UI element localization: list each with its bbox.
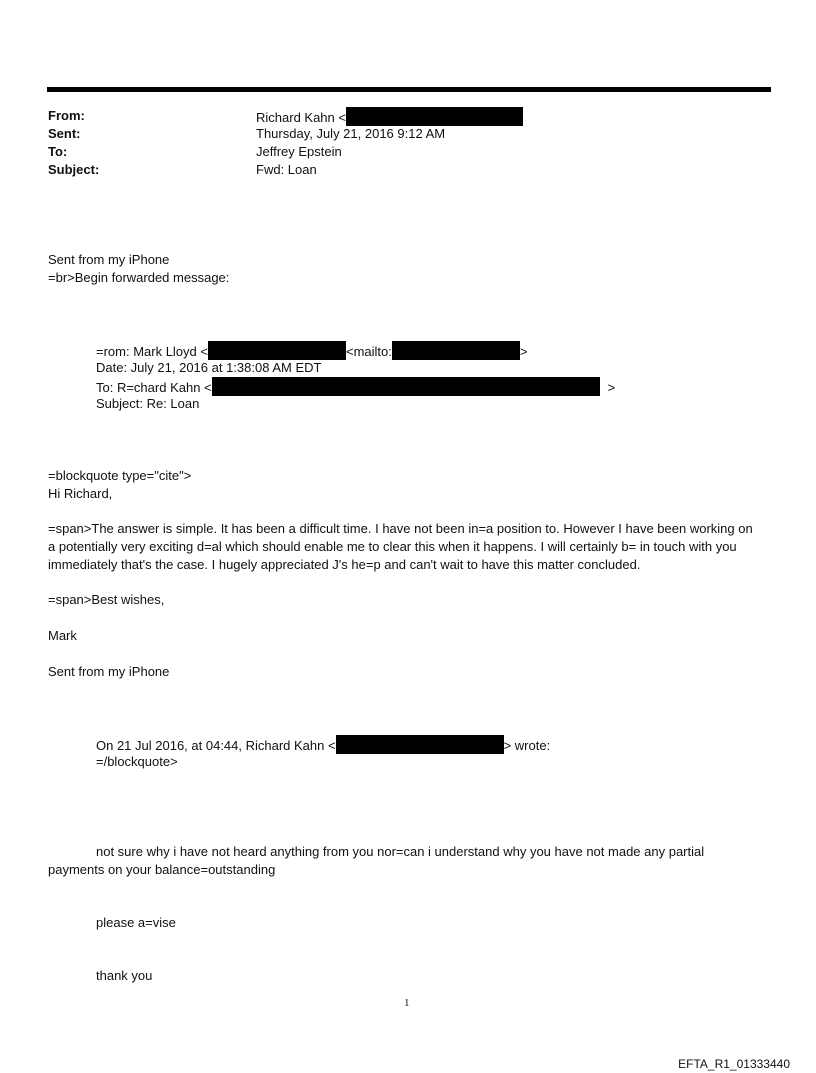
redaction-box bbox=[212, 377, 600, 396]
quoted-on-suffix: > wrote: bbox=[503, 738, 551, 753]
forwarded-from bbox=[96, 341, 527, 361]
forwarded-to-close: > bbox=[607, 380, 616, 395]
to-label: To: bbox=[48, 144, 68, 159]
forwarded-to bbox=[96, 377, 615, 397]
forwarded-from-prefix: =rom: Mark Lloyd < bbox=[96, 344, 208, 359]
from-name: Richard Kahn < bbox=[256, 110, 346, 125]
intro-sent-from: Sent from my iPhone bbox=[48, 252, 170, 267]
quoted-advise: please a=vise bbox=[96, 915, 176, 930]
quoted-body: not sure why i have not heard anything from you nor=can i understand why you have not made any partial payments on your balance=outstanding bbox=[48, 844, 705, 877]
to-value: Jeffrey Epstein bbox=[256, 144, 342, 159]
forwarded-to-prefix: To: R=chard Kahn < bbox=[96, 380, 212, 395]
quoted-on-line bbox=[96, 735, 550, 755]
reply-greeting: Hi Richard, bbox=[48, 486, 113, 501]
redaction-box bbox=[208, 341, 346, 360]
reply-sent-from: Sent from my iPhone bbox=[48, 664, 170, 679]
blockquote-close: =/blockquote> bbox=[96, 754, 178, 769]
forwarded-mailto: <mailto: bbox=[346, 344, 392, 359]
header-rule bbox=[47, 87, 771, 92]
quoted-on-prefix: On 21 Jul 2016, at 04:44, Richard Kahn < bbox=[96, 738, 336, 753]
redaction-box bbox=[392, 341, 520, 360]
subject-value: Fwd: Loan bbox=[256, 162, 317, 177]
reply-wishes: =span>Best wishes, bbox=[48, 592, 165, 607]
blockquote-open: =blockquote type="cite"> bbox=[48, 468, 192, 483]
from-value bbox=[256, 107, 523, 127]
forwarded-subject: Subject: Re: Loan bbox=[96, 396, 200, 411]
intro-forwarded: =br>Begin forwarded message: bbox=[48, 270, 230, 285]
forwarded-from-close: > bbox=[519, 344, 528, 359]
quoted-thanks: thank you bbox=[96, 968, 153, 983]
page-number: 1 bbox=[404, 997, 410, 1009]
reply-body: =span>The answer is simple. It has been a difficult time. I have not been in=a position to. However I have been working on a potentially very exciting d=al which should enable me to clear this when it happens. I will certainly b= in touch with you immediately that's the case. I hugely appreciated J's he=p and can't wait to have this matter concluded. bbox=[48, 521, 753, 572]
document-id: EFTA_R1_01333440 bbox=[678, 1057, 790, 1071]
forwarded-date: Date: July 21, 2016 at 1:38:08 AM EDT bbox=[96, 360, 322, 375]
sent-value: Thursday, July 21, 2016 9:12 AM bbox=[256, 126, 446, 141]
subject-label: Subject: bbox=[48, 162, 100, 177]
sent-label: Sent: bbox=[48, 126, 81, 141]
reply-signature: Mark bbox=[48, 628, 77, 643]
redaction-box bbox=[336, 735, 504, 754]
redaction-box bbox=[346, 107, 523, 126]
from-label: From: bbox=[48, 108, 85, 123]
